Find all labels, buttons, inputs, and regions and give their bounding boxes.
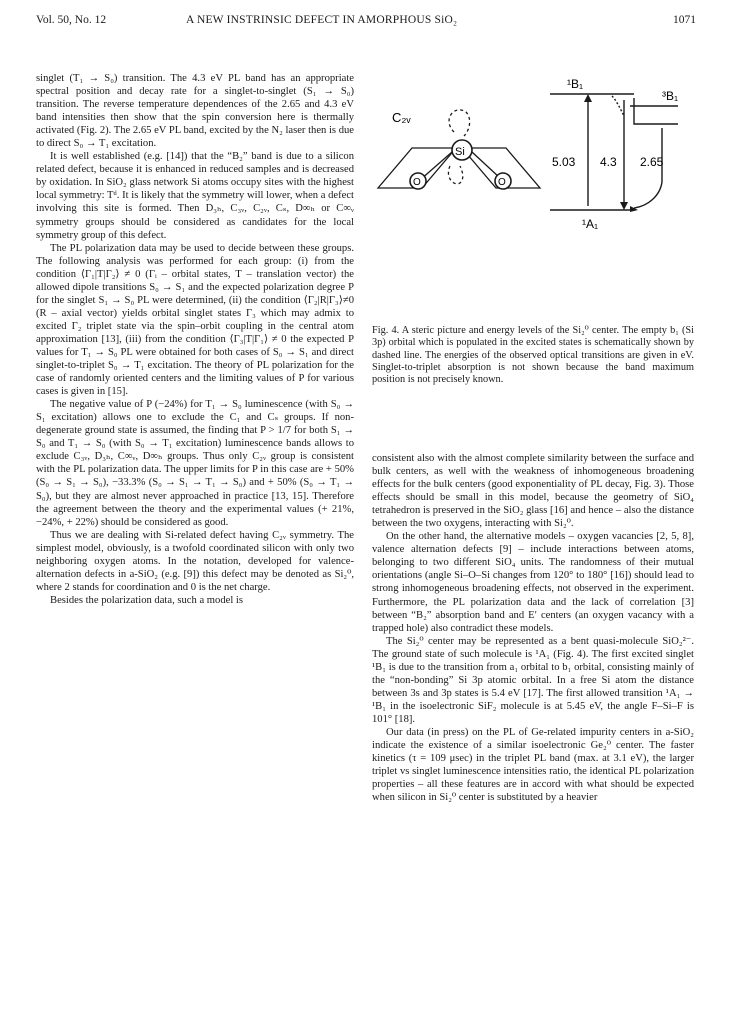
- paragraph: The Si₂⁰ center may be represented as a bent quasi-molecule SiO₂²⁻. The ground state of such molecule is ¹A₁ (Fig. 4). The first excited singlet ¹B₁ is due to the transition from a₁ orbital to b₁ orbital, consisting mainly of the “non-bonding” Si 3p atomic orbital. In a free Si atom the distance between 3s and 3p states is 5.4 eV [17]. The first allowed transition ¹A₁ → ¹B₁ in the isoelectronic SiF₂ molecule is at 5.45 eV, the angle F–Si–F is 101° [18].: [372, 635, 694, 725]
- arrow-head: [620, 202, 628, 210]
- level-label-1a1: ¹A₁: [582, 217, 599, 231]
- journal-volume: Vol. 50, No. 12: [36, 14, 107, 26]
- si-atom-label: Si: [455, 146, 465, 158]
- running-header: [36, 14, 696, 32]
- oxygen-label-right: O: [498, 177, 506, 188]
- running-title: A NEW INSTRINSIC DEFECT IN AMORPHOUS SiO₂: [186, 14, 458, 26]
- paragraph: Our data (in press) on the PL of Ge-related impurity centers in a-SiO₂ indicate the existence of a similar isoelectronic Ge₂⁰ center. The faster kinetics (τ = 109 μsec) in the triplet PL band (max. at 3.1 eV), the larger triplet vs singlet luminescence intensities ratio, the identical PL polarization properties – all these features are in accord with what should be expected when silicon in Si₂⁰ center is substituted by a heavier: [372, 726, 694, 804]
- paragraph: singlet (T₁ → S₀) transition. The 4.3 eV PL band has an appropriate spectral position and decay rate for a singlet-to-singlet (S₁ → S₀) transition. The reverse temperature dependences of the 2.65 and 4.3 eV band intensities then show that the spin conversion here is thermally activated (Fig. 2). The 2.65 eV PL band, excited by the N₂ laser then is due to direct S₀ → T₁ excitation.: [36, 73, 354, 150]
- figure-4: [372, 70, 702, 320]
- symmetry-label: C₂ᵥ: [392, 110, 411, 125]
- level-label-3b1: ³B₁: [662, 89, 679, 103]
- paragraph: Besides the polarization data, such a model is: [50, 594, 243, 606]
- b1-orbital-dashed: [449, 110, 470, 136]
- energy-label-43: 4.3: [600, 155, 617, 169]
- oxygen-label-left: O: [413, 177, 421, 188]
- arrow-heads: [584, 94, 638, 212]
- paragraph: The negative value of P (−24%) for T₁ → S₀ luminescence (with S₀ → S₁ excitation) allows one to exclude the C₁ and Cₛ groups. If non-degenerate ground state is assumed, the finding that P > 1/7 for both S₁ → S₀ and T₁ → S₀ (with S₀ → T₁ excitation) luminescence bands allows to exclude C₃ᵥ, D₃ₕ, C∞ᵥ, D∞ₕ groups. Thus only C₂ᵥ group is consistent with the PL polarization data. The upper limits for P in this case are + 50% (S₀ → S₁ → S₀), −33.3% (S₀ → S₁ → T₁ → S₀) and + 50% (S₀ → T₁ → S₀), but they are almost never approached in practice [13, 15]. Therefore the agreement between the theory and the experimental values (+ 21%, −24%, + 22%) should be considered as good.: [36, 399, 354, 528]
- b1-orbital-dashed-lower: [448, 166, 462, 184]
- paragraph: The PL polarization data may be used to decide between these groups. The following analysis was performed for each group: (i) from the condition ⟨Γ₁|T|Γ₂⟩ ≠ 0 (Γᵢ – orbital states, T – translation vector) the allowed dipole transitions S₀ → S₁ and the expected polarization degree P for the singlet S₁ → S₀ PL were determined, (ii) the condition ⟨Γ₂|R|Γ₃⟩≠0 (R – axial vector) yields orbital singlet states Γ₃ which may admix to excited Γ₂ triplet state via the spin–orbit coupling in the central atom approximation [13], (iii) from the condition ⟨Γ₃|T|Γ₁⟩ ≠ 0 the expected P values for T₁ → S₀ PL were obtained for both cases of S₀ → S₁ and direct singlet-to-triplet S₀ → T₁ excitation. The theory of PL polarization for the case of randomly oriented centers and the limiting values of P for various cases is given in [15].: [36, 242, 354, 398]
- figure-caption: Fig. 4. A steric picture and energy levels of the Si₂⁰ center. The empty b₁ (Si 3p) orbital which is populated in the excited states is schematically shown by dashed line. The energies of the observed optical transitions are given in eV. Singlet-to-triplet absorption is not shown because the band maximum position is not precisely known.: [372, 325, 694, 386]
- left-column: [36, 72, 354, 607]
- paragraph: It is well established (e.g. [14]) that the “B₂” band is due to a silicon related defect, because it is enhanced in reduced samples and is decreased by oxidation. In SiO₂ glass network Si atoms occupy sites with the highest local symmetry: Tᵈ. It is likely that the symmetry will lower, when a defect involving this site is formed. Then D₃ₕ, C₃ᵥ, C₂ᵥ, Cₛ, D∞ₕ or C∞ᵥ symmetry groups should be considered as candidates for the local symmetry group of this defect.: [36, 151, 354, 241]
- paragraph: Thus we are dealing with Si-related defect having C₂ᵥ symmetry. The simplest model, obviously, is a twofold coordinated silicon with only two neighboring oxygen atoms. In the notation, developed for valence-alternation defects in a-SiO₂ (e.g. [9]) this defect may be denoted as Si₂⁰, where 2 stands for coordination and 0 is the net charge.: [36, 529, 354, 593]
- figure-4-drawing: [372, 70, 702, 320]
- page-number: 1071: [673, 14, 696, 26]
- paragraph: consistent also with the almost complete similarity between the surface and bulk centers, as well with the weakness of inhomogeneous broadening effects for the bulk centers (good exponentiality of PL decay, Fig. 3). Those effects should be small in this model, because the geometry of SiO₄ tetrahedron is preserved in the SiO₂ glass [16] and hence – also the distance between the two oxygens, interacting with Si₂⁰.: [372, 453, 694, 530]
- isc-arrow: [612, 96, 624, 116]
- energy-label-265: 2.65: [640, 155, 664, 169]
- transition-arrow-265-tail: [634, 182, 662, 208]
- paragraph: On the other hand, the alternative models – oxygen vacancies [2, 5, 8], valence alternation defects [9] – include interactions between atoms, belonging to two different SiO₄ units. The randomness of their mutual orientations (angle Si–O–Si changes from 120° to 180° [16]) should lead to strong inhomogeneous broadening effects, not observed in the experiment. Furthermore, the PL polarization data and the lack of correlation [3] between “B₂” absorption band and E′ centers (an oxygen vacancy with a trapped hole) also contradict these models.: [372, 531, 694, 634]
- level-label-1b1: ¹B₁: [567, 77, 584, 91]
- energy-label-503: 5.03: [552, 155, 576, 169]
- arrow-head: [584, 94, 592, 102]
- right-column: [372, 452, 694, 804]
- energy-level-diagram: [550, 94, 678, 210]
